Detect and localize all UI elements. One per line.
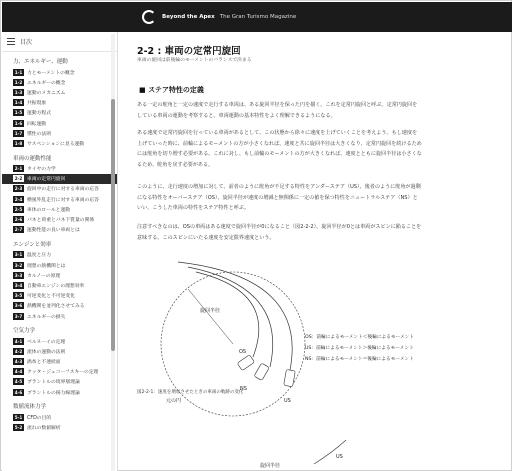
os-path [196, 272, 259, 357]
toc-item-number: 3-1 [14, 252, 23, 258]
ns-car [254, 363, 269, 380]
toc-item-label: パネと荷重とパネ下質量の関係 [27, 218, 95, 224]
toc-list [2, 52, 117, 433]
toc-item[interactable] [2, 301, 117, 311]
sidebar-scrollbar-thumb[interactable] [111, 99, 115, 351]
toc-item[interactable] [2, 336, 117, 346]
toc-item-number: 3-5 [14, 293, 23, 299]
os-label: OS [239, 349, 247, 355]
toc-item-number: 3-7 [14, 313, 23, 319]
toc-item-label: クッタ・ジュコーフスキーの定理 [27, 370, 99, 376]
toc-item-label: ブラントルの境界層理論 [27, 380, 80, 386]
toc-item[interactable] [2, 412, 117, 422]
page-title: 2-2 : 車両の定常円旋回 [137, 46, 241, 57]
toc-item[interactable] [2, 214, 117, 224]
legend-us: US：前輪によるモーメント＞後輪によるモーメント [305, 346, 414, 351]
toc-item[interactable] [2, 260, 117, 270]
toc-item-label: ブラントルの揚力線理論 [27, 390, 80, 396]
toc-item-label: タイヤの力学 [27, 167, 56, 173]
figure2-us-curve [314, 440, 346, 464]
menu-icon[interactable] [7, 38, 15, 45]
us-label: US [284, 398, 291, 404]
os-car [237, 355, 254, 371]
toc-item-label: 流体の運動の法則 [27, 349, 66, 355]
toc-item[interactable] [2, 194, 117, 204]
legend-os: OS：前輪によるモーメント＜後輪によるモーメント [305, 335, 414, 340]
toc-item-number: 2-3 [14, 186, 23, 192]
toc-item-number: 2-5 [14, 206, 23, 212]
radius-line [188, 289, 233, 344]
toc-item[interactable] [2, 270, 117, 280]
toc-item[interactable] [2, 77, 117, 87]
figure-caption: 図2-2-1：速度を増加させたときの車両の軌跡の変化 [137, 390, 244, 395]
toc-item-number: 3-6 [14, 303, 23, 309]
toc-item-number: 2-4 [14, 196, 23, 202]
toc-item-number: 2-2 [14, 176, 23, 182]
toc-item-label: エネルギーの概念 [27, 80, 66, 86]
legend-ns: NS：前輪によるモーメント＝後輪によるモーメント [305, 357, 414, 362]
toc-item[interactable] [2, 291, 117, 301]
section-heading: ■ ステア特性の定義 [139, 86, 204, 94]
figure2-us-label: US [336, 454, 343, 460]
toc-item-label: 力とモーメントの概念 [27, 70, 75, 76]
ns-path [188, 267, 273, 367]
gran-turismo-logo-icon[interactable] [142, 10, 156, 24]
toc-item-number: 4-1 [14, 338, 23, 344]
toc-item-number: 1-7 [14, 130, 23, 136]
paragraph-2: ある速度で定常円旋回を行っている車両があるとして、この状態から徐々に速度を上げていくことを考えよう。もし速度を上げていった時に、前輪によるモーメントの方が小さくなれば、速度と共に旋回半径は大きくなり、定常円旋回を続けるためには舵角を切り増す必要がある。これに対し、もし前輪のモーメントの方が大きくなれば、速度とともに旋回半径は小さくなるため、舵角を戻す必要がある。 [137, 130, 422, 168]
radius-label: 旋回半径 [200, 308, 221, 314]
toc-item[interactable] [2, 250, 117, 260]
toc-item-number: 1-1 [14, 69, 23, 75]
toc-item[interactable] [2, 108, 117, 118]
us-path [178, 262, 292, 370]
toc-item-label: カルノーの原理 [27, 273, 61, 279]
brand-title[interactable]: Beyond the Apex [162, 14, 215, 20]
toc-item-number: 1-4 [14, 100, 23, 106]
page-subtitle: 車両の旋回は前後輪のモーメントのバランスで決まる [137, 58, 252, 63]
toc-item[interactable] [2, 87, 117, 97]
toc-item-label: ベルヌーイの定理 [27, 339, 66, 345]
toc-item-number: 3-4 [14, 282, 23, 288]
toc-item-label: 流れの数値解析 [27, 426, 61, 432]
toc-item-label: 慣性の法則 [27, 131, 51, 137]
toc-item-label: CFDの目的 [27, 415, 52, 421]
toc-item-label: 車体のロールと運動 [27, 207, 71, 213]
toc-item[interactable] [2, 98, 117, 108]
toc-item-number: 4-3 [14, 359, 23, 365]
toc-item[interactable] [2, 422, 117, 432]
paragraph-1: ある一定の舵角と一定の速度で走行する車両は、ある旋回半径を保った円を描く。これを定常円旋回と呼ぶ。定常円旋回をしている車両の運動を考察すると、車両運動の基本特性をよく理解できるようになる。 [137, 102, 418, 119]
toc-item[interactable] [2, 225, 117, 235]
toc-item-number: 3-2 [14, 262, 23, 268]
toc-item-number: 1-3 [14, 89, 23, 95]
toc-item-label: 理想の熱機関とは [27, 263, 66, 269]
toc-item-label: 運動性能の良い車両とは [27, 228, 80, 234]
toc-item-label: 横風外乱走行に対する車両の応答 [27, 197, 99, 203]
toc-item-label: 車両の定常円旋回 [27, 177, 66, 183]
toc-item-number: 1-5 [14, 110, 23, 116]
toc-item-label: エネルギーの損失 [27, 314, 66, 320]
toc-item-number: 3-3 [14, 272, 23, 278]
brand-subtitle: The Gran Turismo Magazine [219, 14, 297, 20]
toc-item-number: 4-6 [14, 389, 23, 395]
toc-item[interactable] [2, 118, 117, 128]
ns-label: NS [240, 386, 247, 392]
toc-item[interactable] [2, 387, 117, 397]
toc-item[interactable] [2, 174, 117, 184]
toc-item-label: 共振現象 [27, 101, 47, 107]
toc-item[interactable] [2, 346, 117, 356]
toc-item[interactable] [2, 367, 117, 377]
toc-item[interactable] [2, 184, 117, 194]
toc-item-number: 4-2 [14, 348, 23, 354]
toc-item-number: 5-2 [14, 425, 23, 431]
toc-item[interactable] [2, 377, 117, 387]
toc-section-title: 空気力学 [13, 328, 36, 335]
toc-item-number: 1-6 [14, 120, 23, 126]
toc-item-number: 1-2 [14, 79, 23, 85]
toc-item-label: 温度と圧力 [27, 253, 51, 259]
toc-item-label: 可逆変化と不可逆変化 [27, 294, 75, 300]
toc-item[interactable] [2, 311, 117, 321]
toc-section-title: エンジンと効率 [13, 241, 52, 248]
toc-item-number: 4-4 [14, 369, 23, 375]
toc-section-title: 数値流体力学 [13, 404, 47, 411]
toc-item-label: 渦糸と不連続面 [27, 360, 61, 366]
toc-item-number: 1-8 [14, 140, 23, 146]
toc-item[interactable] [2, 67, 117, 77]
toc-item-number: 2-1 [14, 166, 23, 172]
toc-item-number: 5-1 [14, 414, 23, 420]
figure2-radius-label: 旋回半径 [260, 463, 281, 469]
toc-item-label: 運動方程式 [27, 111, 51, 117]
paragraph-3: このように、走行速度の増加に対して、前者のように舵角が不足する特性をアンダーステア（US）、後者のように舵角が過剰になる特性をオーバーステア（OS）、旋回半径が速度の増減と無関係に一定の値を保つ特性をニュートラルステア（NS）といい、こうした車両の特性をステア特性と呼ぶ。 [137, 184, 421, 211]
toc-section-title: 力、エネルギー、運動 [13, 59, 68, 65]
toc-item[interactable] [2, 164, 117, 174]
article-content [118, 32, 512, 471]
circle-label: 元の円 [166, 398, 182, 404]
toc-header[interactable] [2, 32, 117, 52]
toc-section-title: 車両の運動性能 [13, 155, 52, 162]
toc-sidebar [2, 32, 118, 471]
toc-item[interactable] [2, 128, 117, 138]
toc-item[interactable] [2, 357, 117, 367]
toc-item-label: サスペンションに見る運動 [27, 141, 85, 147]
toc-item[interactable] [2, 204, 117, 214]
section-heading-text: ステア特性の定義 [148, 86, 204, 94]
toc-item-label: 熱機関を並列化させてみる [27, 304, 85, 310]
toc-item-label: 自動車エンジンの理想効率 [27, 283, 85, 289]
us-car [284, 369, 296, 386]
top-bar [2, 2, 512, 32]
toc-item[interactable] [2, 280, 117, 290]
toc-item-number: 2-6 [14, 217, 23, 223]
toc-item-number: 2-7 [14, 227, 23, 233]
toc-item-label: 運動のメカニズム [27, 90, 66, 96]
toc-item-label: 回転運動 [27, 121, 47, 127]
toc-item-number: 4-5 [14, 379, 23, 385]
paragraph-4: 注意すべきなのは、OSの車両はある速度で旋回半径が0になること（図2-2-2）。旋回半径が0とは車両がスピンに陥ることを意味する。このスピンにいたる速度を安定限界速度という。 [137, 224, 422, 241]
toc-item[interactable] [2, 138, 117, 148]
toc-item-label: 旋回中の走行に対する車両の応答 [27, 187, 99, 193]
toc-label: 目次 [20, 39, 33, 46]
